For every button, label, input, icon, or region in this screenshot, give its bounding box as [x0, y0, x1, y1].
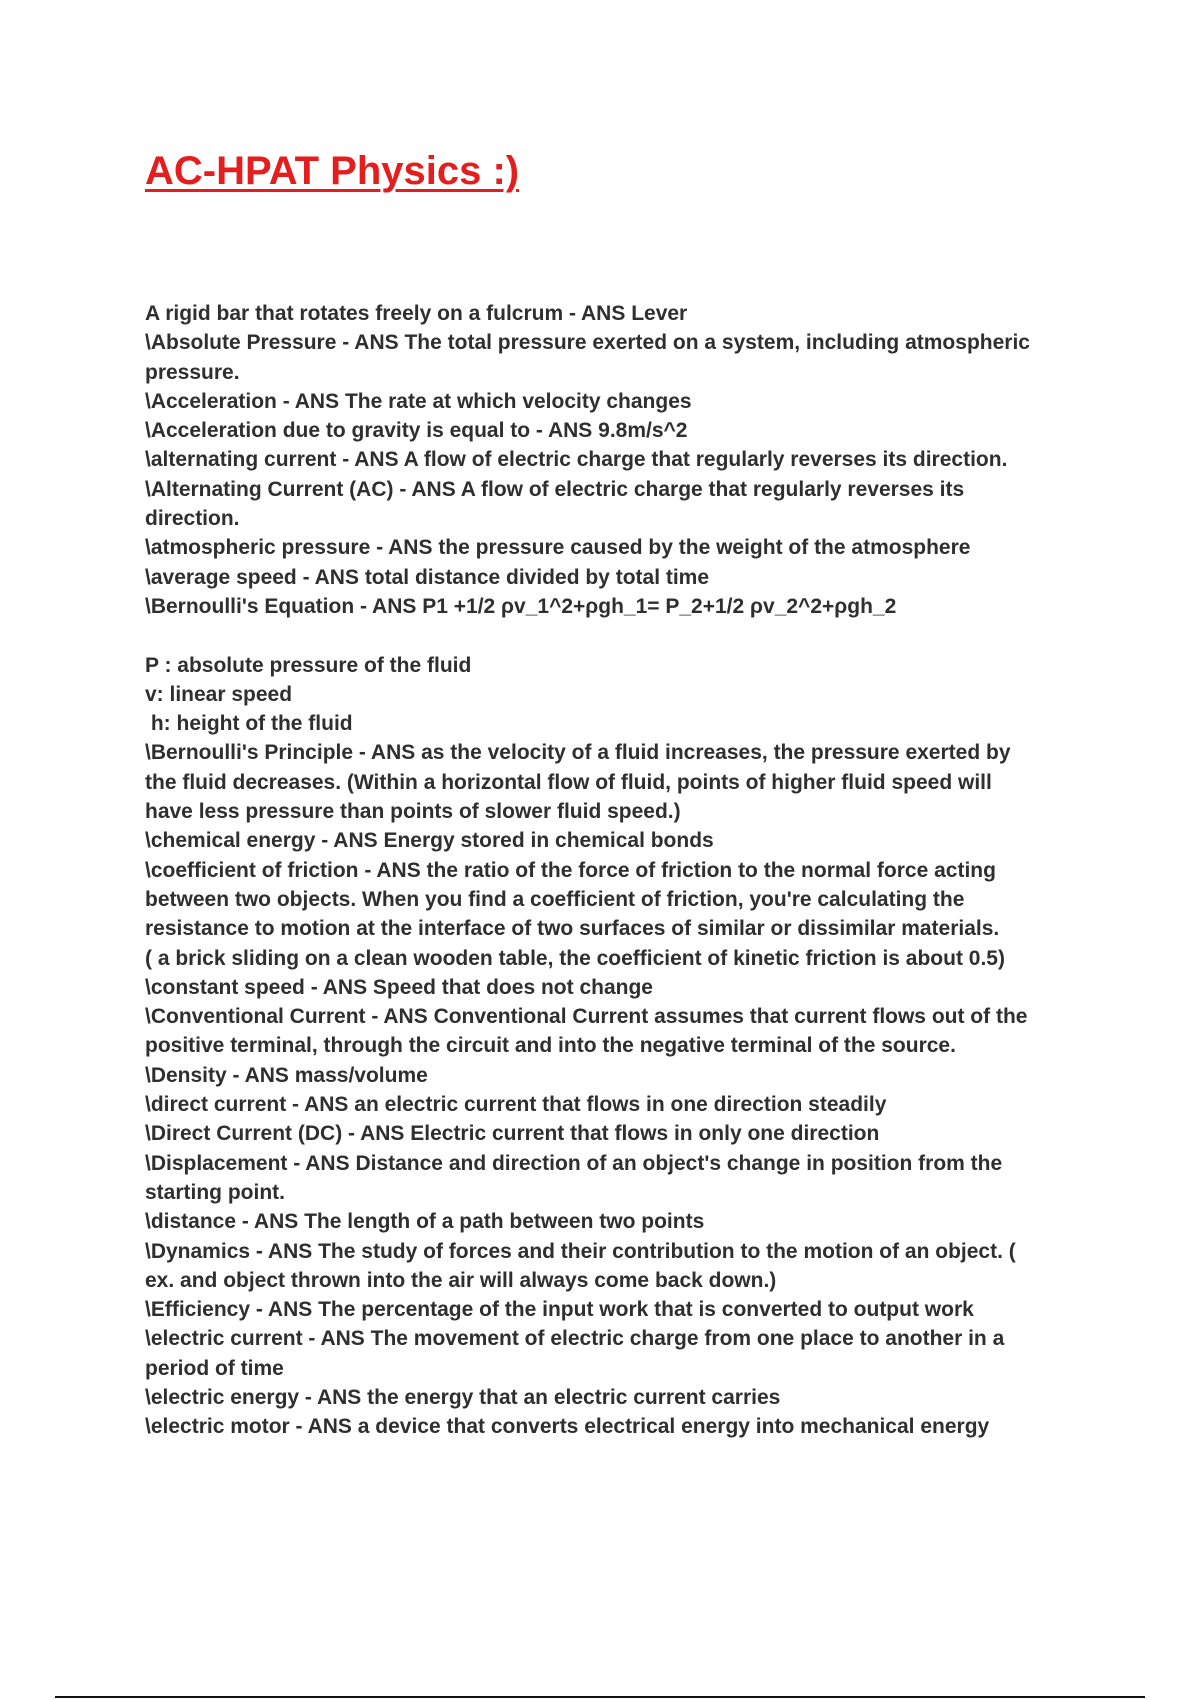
text-line: \electric energy - ANS the energy that an electric current carries [145, 1385, 781, 1409]
text-line: \average speed - ANS total distance divided by total time [145, 565, 710, 589]
text-line: \Efficiency - ANS The percentage of the input work that is converted to output work [145, 1298, 974, 1322]
text-line: direction. [145, 507, 240, 531]
text-line: \electric motor - ANS a device that converts electrical energy into mechanical energy [145, 1415, 990, 1439]
blank-line [145, 621, 1090, 650]
text-line: pressure. [145, 360, 240, 384]
text-line: \Acceleration - ANS The rate at which velocity changes [145, 389, 692, 413]
text-line: ( a brick sliding on a clean wooden table, the coefficient of kinetic friction is about 0.5) [145, 946, 1005, 970]
text-line: h: height of the fluid [145, 712, 353, 736]
text-line: \Alternating Current (AC) - ANS A flow of electric charge that regularly reverses its [145, 477, 965, 501]
page-bottom-rule [55, 1696, 1145, 1698]
text-line: v: linear speed [145, 682, 293, 706]
text-line: resistance to motion at the interface of two surfaces of similar or dissimilar materials. [145, 917, 1000, 941]
text-line: \distance - ANS The length of a path between two points [145, 1210, 705, 1234]
text-line: \Bernoulli's Principle - ANS as the velocity of a fluid increases, the pressure exerted by [145, 741, 1011, 765]
text-line: \Absolute Pressure - ANS The total pressure exerted on a system, including atmospheric [145, 331, 1030, 355]
text-line: \electric current - ANS The movement of electric charge from one place to another in a [145, 1327, 1005, 1351]
text-line: have less pressure than points of slower fluid speed.) [145, 800, 681, 824]
text-line: \direct current - ANS an electric current that flows in one direction steadily [145, 1093, 887, 1117]
document-body [145, 299, 1090, 1442]
text-line: A rigid bar that rotates freely on a fulcrum - ANS Lever [145, 302, 688, 325]
text-line: \constant speed - ANS Speed that does not change [145, 975, 653, 999]
text-line: \Density - ANS mass/volume [145, 1063, 428, 1087]
text-line: ex. and object thrown into the air will always come back down.) [145, 1268, 777, 1292]
text-line: \Direct Current (DC) - ANS Electric current that flows in only one direction [145, 1122, 880, 1146]
text-line: \alternating current - ANS A flow of electric charge that regularly reverses its direction. [145, 448, 1008, 472]
text-line: the fluid decreases. (Within a horizontal flow of fluid, points of higher fluid speed will [145, 770, 992, 794]
text-line: between two objects. When you find a coefficient of friction, you're calculating the [145, 887, 965, 911]
text-line: positive terminal, through the circuit and into the negative terminal of the source. [145, 1034, 956, 1058]
text-line: \Displacement - ANS Distance and direction of an object's change in position from the [145, 1151, 1003, 1175]
text-line: period of time [145, 1356, 284, 1380]
text-line: \coefficient of friction - ANS the ratio of the force of friction to the normal force acting [145, 858, 996, 882]
text-line: \chemical energy - ANS Energy stored in chemical bonds [145, 829, 714, 853]
text-line: starting point. [145, 1180, 285, 1204]
text-line: \Dynamics - ANS The study of forces and their contribution to the motion of an object. ( [145, 1239, 1016, 1263]
text-line: \Conventional Current - ANS Conventional Current assumes that current flows out of the [145, 1005, 1028, 1029]
document-title: AC-HPAT Physics :) [145, 149, 520, 193]
text-line: P : absolute pressure of the fluid [145, 653, 472, 677]
text-line: \Bernoulli's Equation - ANS P1 +1/2 ρv_1^2+ρgh_1= P_2+1/2 ρv_2^2+ρgh_2 [145, 594, 897, 618]
text-line: \Acceleration due to gravity is equal to - ANS 9.8m/s^2 [145, 419, 688, 443]
text-line: \atmospheric pressure - ANS the pressure caused by the weight of the atmosphere [145, 536, 971, 560]
